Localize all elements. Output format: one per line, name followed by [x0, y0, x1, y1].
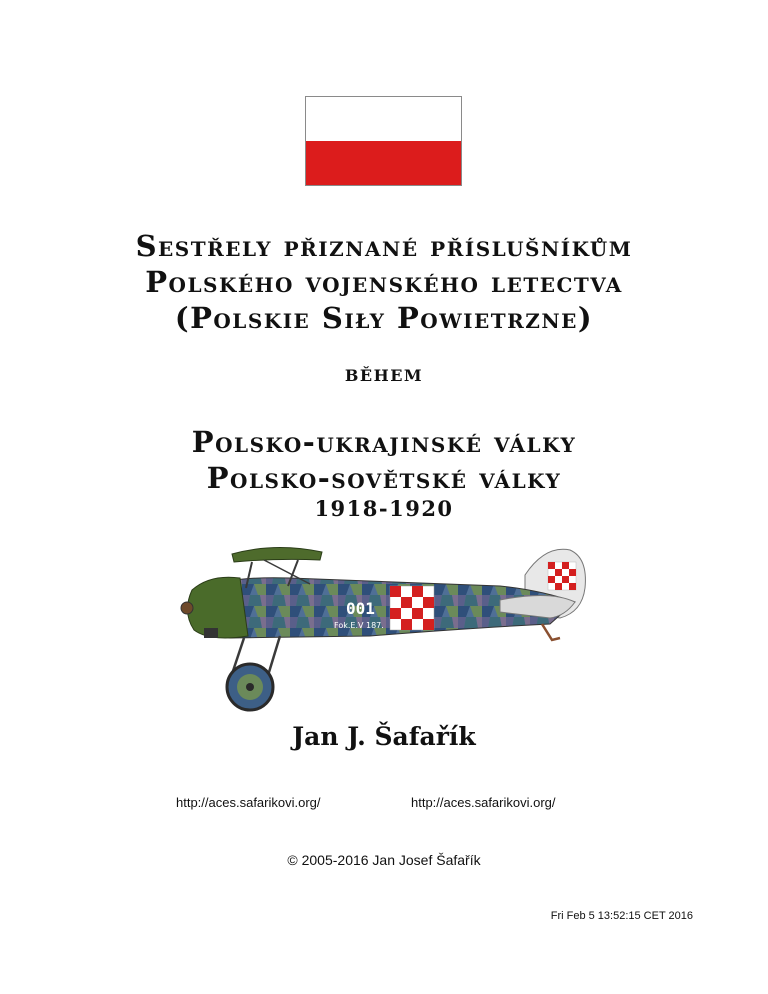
author-name: Jan J. Šafařík [292, 722, 476, 751]
flag-white-stripe [306, 97, 461, 141]
title-line-2: Polského vojenského letectva [145, 265, 623, 299]
fokker-aircraft-illustration [170, 540, 600, 720]
title-line-3: (Polskie Siły Powietrzne) [174, 301, 594, 335]
war-line-2: Polsko-sovětské války [206, 461, 562, 495]
document-title [0, 228, 768, 336]
war-line-1: Polsko-ukrajinské války [191, 425, 577, 459]
aircraft-markings: Fok.E.V 187. [334, 621, 384, 630]
copyright-notice: © 2005-2016 Jan Josef Šafařík [287, 852, 481, 868]
during-label: během [344, 360, 424, 387]
website-link-right[interactable]: http://aces.safarikovi.org/ [411, 795, 556, 810]
title-line-1: Sestřely přiznané příslušníkům [135, 229, 633, 263]
polish-flag [305, 96, 462, 186]
generated-timestamp: Fri Feb 5 13:52:15 CET 2016 [550, 910, 693, 922]
war-titles [0, 424, 768, 496]
website-link-left[interactable]: http://aces.safarikovi.org/ [176, 795, 321, 810]
flag-red-stripe [306, 141, 461, 185]
aircraft-number: 001 [346, 599, 375, 618]
years-label: 1918-1920 [314, 496, 454, 521]
